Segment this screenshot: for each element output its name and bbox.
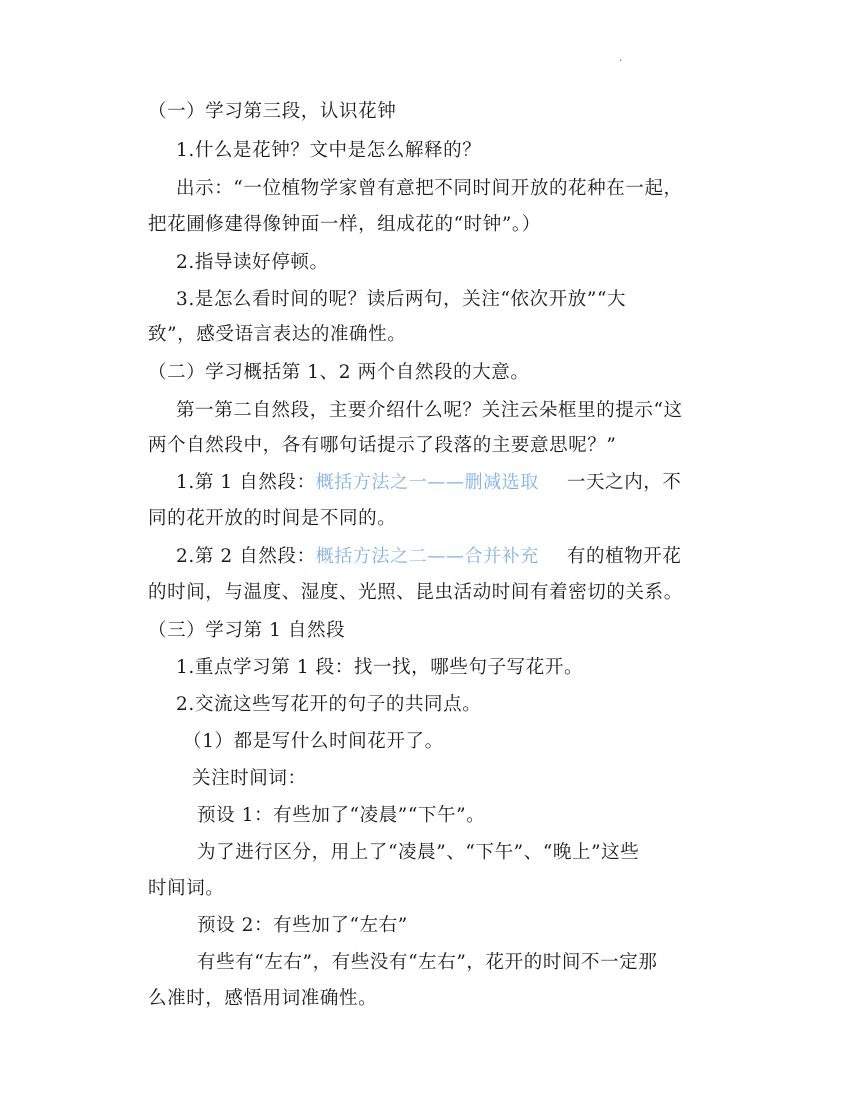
text-line: 2.交流这些写花开的句子的共同点。 <box>176 694 482 715</box>
paragraph-two-summary <box>176 545 682 569</box>
paragraph-one-summary <box>176 471 682 495</box>
text-line: 关注时间词： <box>192 768 307 789</box>
text-line: 2.指导读好停顿。 <box>176 252 329 273</box>
text-line: 第一第二自然段，主要介绍什么呢？关注云朵框里的提示“这 <box>176 400 683 421</box>
text-line: 把花圃修建得像钟面一样，组成花的“时钟”。） <box>148 214 541 235</box>
text-line: 预设 2：有些加了“左右” <box>197 915 408 936</box>
paragraph-one-prefix: 1.第 1 自然段： <box>176 472 316 493</box>
paragraph-two-suffix: 有的植物开花 <box>566 546 682 567</box>
text-line: 为了进行区分，用上了“凌晨”、“下午”、“晚上”这些 <box>197 842 640 863</box>
text-line: 致”，感受语言表达的准确性。 <box>148 324 407 345</box>
text-line: 预设 1：有些加了“凌晨”“下午”。 <box>197 805 486 826</box>
section-heading-two: （二）学习概括第 1、2 两个自然段的大意。 <box>148 362 530 383</box>
text-line: 1.重点学习第 1 段：找一找，哪些句子写花开。 <box>176 657 584 678</box>
paragraph-one-suffix: 一天之内，不 <box>566 472 682 493</box>
text-line: 的时间，与温度、湿度、光照、昆虫活动时间有着密切的关系。 <box>148 582 683 603</box>
summary-method-two: 概括方法之二——合并补充 <box>315 546 539 567</box>
text-line: （1）都是写什么时间花开了。 <box>183 731 444 752</box>
text-line: 同的花开放的时间是不同的。 <box>148 508 397 529</box>
text-line: 两个自然段中，各有哪句话提示了段落的主要意思呢？” <box>148 435 617 456</box>
text-line: 有些有“左右”，有些没有“左右”，花开的时间不一定那 <box>197 952 658 973</box>
text-line: 3.是怎么看时间的呢？读后两句，关注“依次开放”“大 <box>176 289 627 310</box>
section-heading-one: （一）学习第三段，认识花钟 <box>148 101 397 122</box>
text-line: 1.什么是花钟？文中是怎么解释的？ <box>176 140 482 161</box>
section-heading-three: （三）学习第 1 自然段 <box>148 620 346 641</box>
summary-method-one: 概括方法之一——删减选取 <box>315 472 539 493</box>
text-line: 时间词。 <box>148 878 225 899</box>
paragraph-two-prefix: 2.第 2 自然段： <box>176 546 316 567</box>
text-line: 出示：“一位植物学家曾有意把不同时间开放的花种在一起， <box>176 178 683 199</box>
text-line: 么准时，感悟用词准确性。 <box>148 988 378 1009</box>
page-mark: . <box>619 53 623 64</box>
